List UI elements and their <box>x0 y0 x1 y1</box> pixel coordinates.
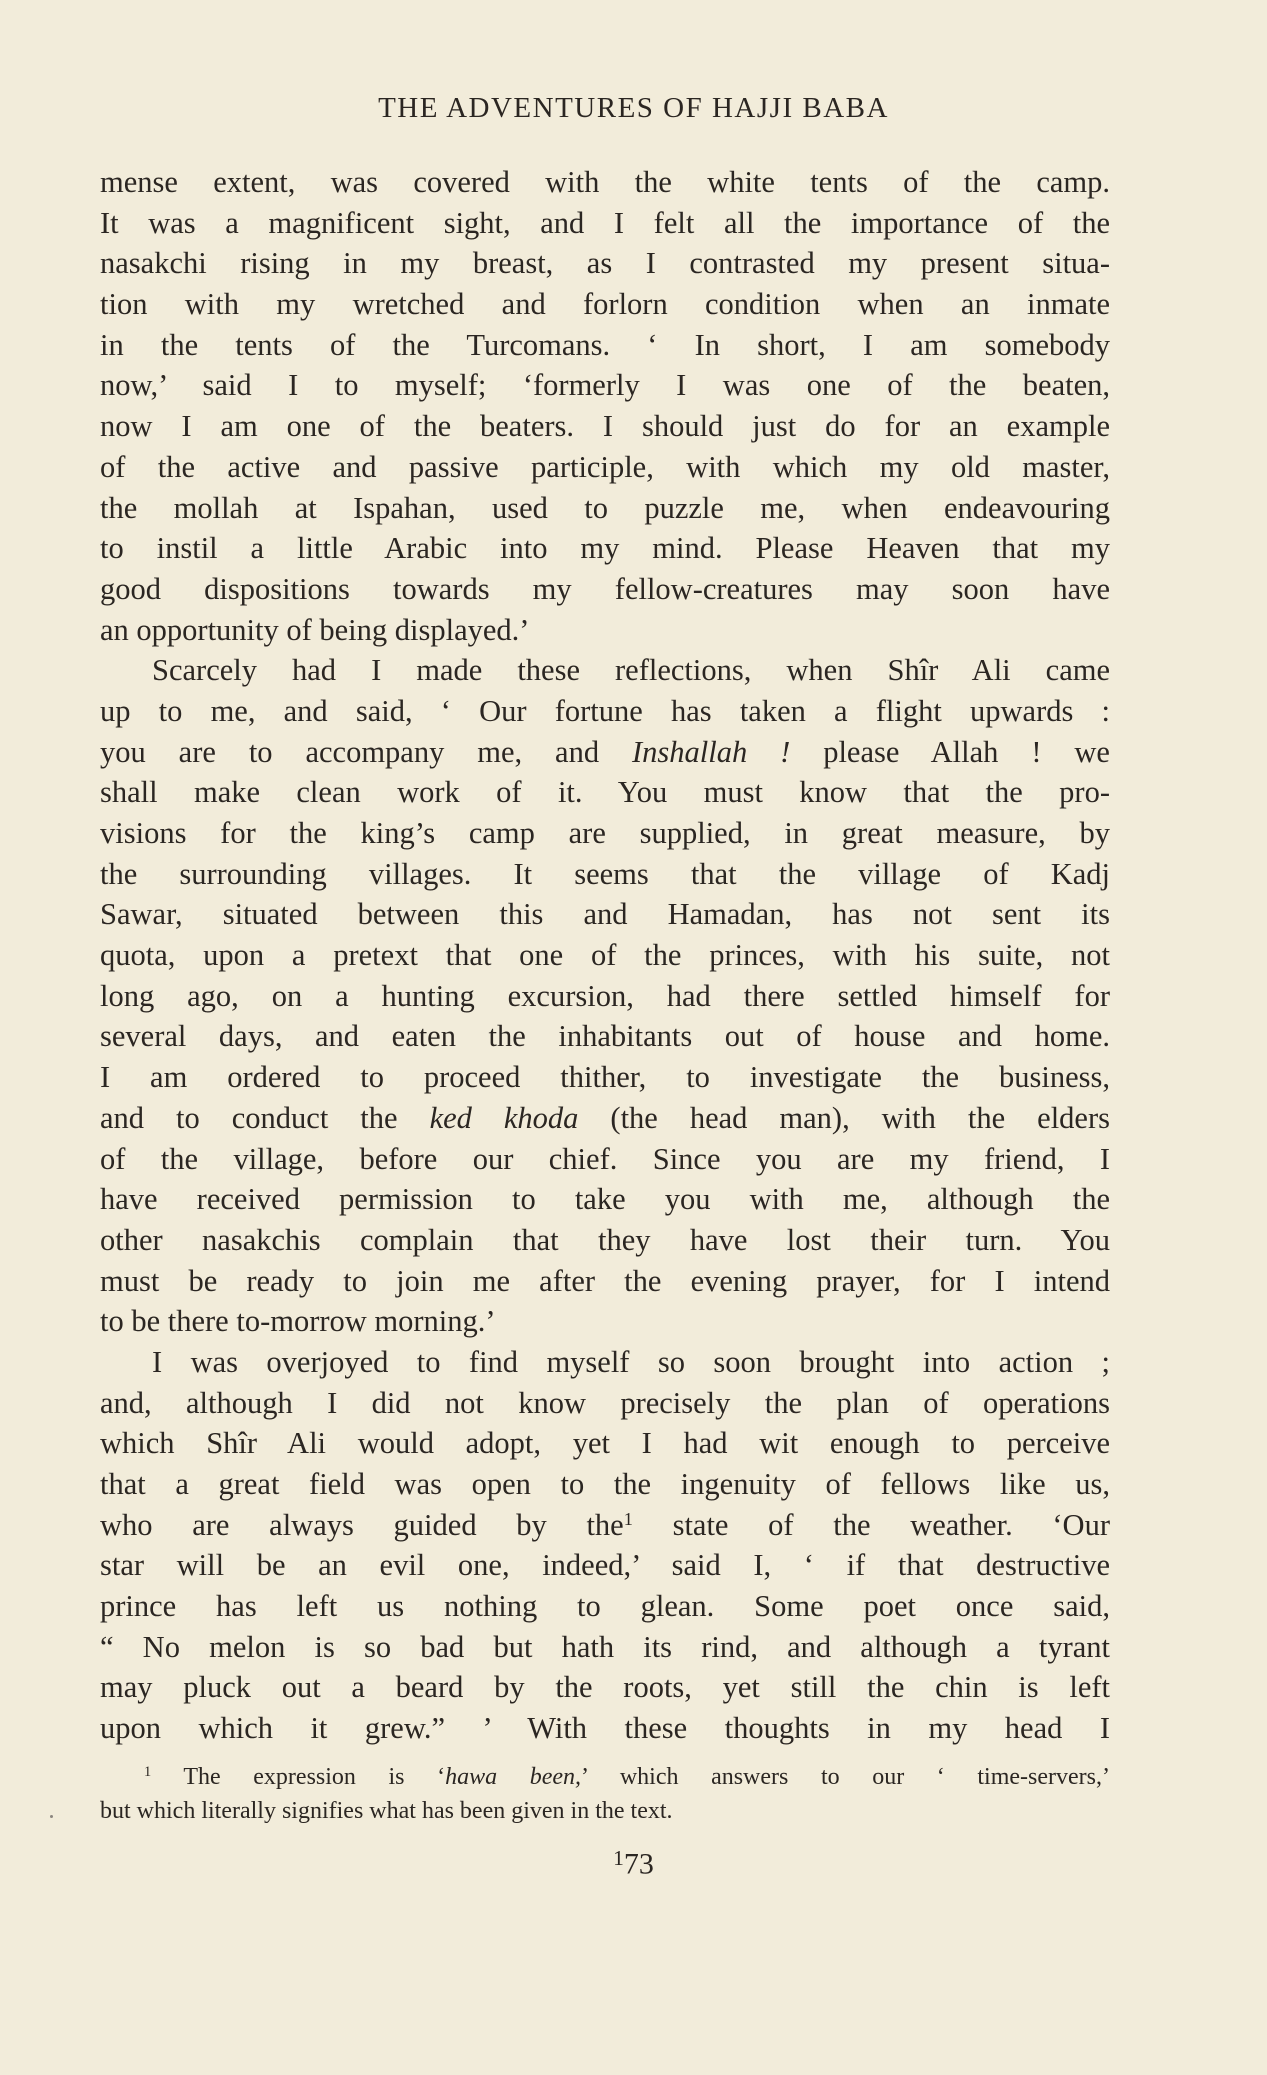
text-line: tion with my wretched and forlorn condition when an inmate <box>100 287 1110 322</box>
text-line: to instil a little Arabic into my mind. Please Heaven that my <box>100 531 1110 566</box>
page-number <box>0 1838 1267 1885</box>
text-line: prince has left us nothing to glean. Some poet once said, <box>100 1589 1110 1624</box>
text-run: (the head man), with the elders <box>578 1100 1110 1135</box>
page-number-rest: 73 <box>623 1847 654 1881</box>
text-run: you are to accompany me, and <box>100 734 632 769</box>
text-line: have received permission to take you with me, although the <box>100 1182 1110 1217</box>
page-number-first-digit: 1 <box>613 1846 624 1870</box>
margin-mark <box>50 1815 53 1818</box>
text-line: I am ordered to proceed thither, to investigate the business, <box>100 1060 1110 1095</box>
footnote-reference: 1 <box>623 1508 633 1529</box>
text-line: and, although I did not know precisely the plan of operations <box>100 1385 1110 1420</box>
text-line: shall make clean work of it. You must know that the pro- <box>100 775 1110 810</box>
text-line: now,’ said I to myself; ‘formerly I was one of the beaten, <box>100 368 1110 403</box>
footnote-line: but which literally signifies what has been given in the text. <box>100 1798 673 1824</box>
text-run: please Allah ! we <box>790 734 1110 769</box>
text-line: nasakchi rising in my breast, as I contrasted my present situa- <box>100 246 1110 281</box>
text-line: long ago, on a hunting excursion, had there settled himself for <box>100 978 1110 1013</box>
text-line: of the village, before our chief. Since you are my friend, I <box>100 1141 1110 1176</box>
text-line: to be there to-morrow morning.’ <box>100 1304 496 1339</box>
footnote <box>100 1760 1110 1828</box>
text-line: which Shîr Ali would adopt, yet I had wit enough to perceive <box>100 1426 1110 1461</box>
text-line: now I am one of the beaters. I should just do for an example <box>100 409 1110 444</box>
italic-term: ked khoda <box>429 1100 579 1135</box>
body-text <box>100 162 1110 1749</box>
italic-term: Inshallah ! <box>632 734 791 769</box>
text-line: good dispositions towards my fellow-creatures may soon have <box>100 571 1110 606</box>
text-line: that a great field was open to the ingenuity of fellows like us, <box>100 1467 1110 1501</box>
running-head: THE ADVENTURES OF HAJJI BABA <box>378 92 889 124</box>
footnote-marker: 1 <box>144 1764 152 1781</box>
text-line: the mollah at Ispahan, used to puzzle me, when endeavouring <box>100 490 1110 525</box>
text-line: mense extent, was covered with the white tents of the camp. <box>100 165 1110 199</box>
text-run: and to conduct the <box>100 1100 430 1135</box>
text-run: who are always guided by the <box>100 1507 624 1542</box>
text-run: The expression is ‘ <box>151 1764 446 1790</box>
italic-term: hawa been, <box>445 1764 582 1790</box>
text-line: may pluck out a beard by the roots, yet still the chin is left <box>100 1670 1110 1705</box>
text-line: the surrounding villages. It seems that the village of Kadj <box>100 856 1110 891</box>
text-line: in the tents of the Turcomans. ‘ In short, I am somebody <box>100 327 1110 362</box>
text-line: Sawar, situated between this and Hamadan, has not sent its <box>100 897 1110 932</box>
text-line: It was a magnificent sight, and I felt all the importance of the <box>100 205 1110 240</box>
text-run: ’ which answers to our ‘ time-servers,’ <box>581 1764 1111 1790</box>
text-line: of the active and passive participle, with which my old master, <box>100 449 1110 484</box>
text-line <box>100 732 1110 773</box>
text-line: I was overjoyed to find myself so soon brought into action ; <box>152 1344 1110 1379</box>
text-run: state of the weather. ‘Our <box>632 1507 1110 1542</box>
text-line: Scarcely had I made these reflections, when Shîr Ali came <box>152 653 1110 688</box>
text-line <box>100 1098 1110 1139</box>
text-line: upon which it grew.” ’ With these thoughts in my head I <box>100 1711 1110 1746</box>
text-line: quota, upon a pretext that one of the princes, with his suite, not <box>100 938 1110 973</box>
text-line: visions for the king’s camp are supplied, in great measure, by <box>100 816 1110 850</box>
text-line: “ No melon is so bad but hath its rind, and although a tyrant <box>100 1629 1110 1664</box>
text-line: other nasakchis complain that they have lost their turn. You <box>100 1222 1110 1257</box>
text-line: an opportunity of being displayed.’ <box>100 612 530 647</box>
text-line: star will be an evil one, indeed,’ said I, ‘ if that destructive <box>100 1548 1110 1583</box>
text-line <box>100 1505 1110 1546</box>
text-line: must be ready to join me after the evening prayer, for I intend <box>100 1263 1110 1298</box>
text-line: up to me, and said, ‘ Our fortune has taken a flight upwards : <box>100 693 1110 728</box>
text-line: several days, and eaten the inhabitants out of house and home. <box>100 1019 1110 1054</box>
footnote-line <box>100 1760 1110 1794</box>
